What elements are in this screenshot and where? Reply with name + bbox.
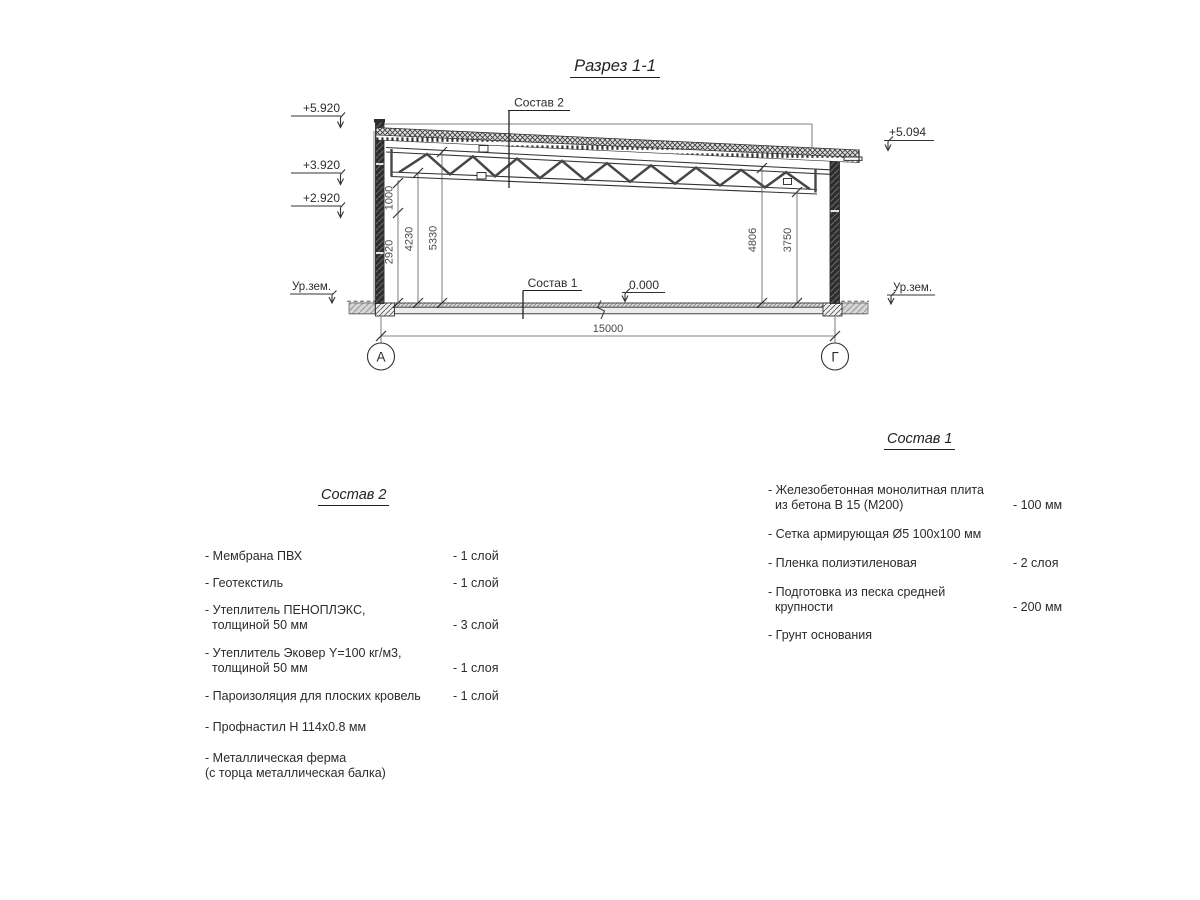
dim-5330: 5330	[427, 225, 440, 251]
elevation-mark-3920	[291, 158, 345, 185]
item-name: - Железобетонная монолитная плита	[768, 483, 984, 497]
axis-a-label: А	[376, 349, 386, 365]
axis-marker-a	[368, 343, 395, 370]
list-item	[768, 483, 1098, 513]
ground-level-mark-left	[290, 281, 337, 303]
dim-15000: 15000	[592, 323, 624, 335]
dim-3750: 3750	[782, 227, 794, 253]
wall-left	[374, 119, 385, 304]
list-item	[768, 556, 1098, 571]
truss-clip-2	[477, 173, 486, 180]
item-name: - Утеплитель Эковер Y=100 кг/м3,	[205, 646, 402, 660]
ground-right-label: Ур.зем.	[893, 282, 933, 294]
dim-4806: 4806	[747, 227, 759, 253]
ground-level-mark-right	[887, 282, 935, 304]
foundation-right	[823, 303, 842, 316]
sostav1-list	[768, 483, 1098, 643]
zero-level-mark	[622, 278, 665, 302]
list-item	[205, 689, 535, 704]
elevation-mark-5920	[291, 101, 345, 128]
item-value: - 1 слоя	[453, 661, 499, 675]
dim-2920: 2920	[383, 239, 396, 265]
item-value: - 1 слой	[453, 689, 499, 703]
elevation-5920-label: +5.920	[302, 101, 340, 115]
item-value: - 3 слой	[453, 618, 499, 632]
ground-left	[347, 301, 376, 313]
wall-right	[830, 160, 840, 304]
dim-1000: 1000	[383, 185, 396, 211]
sostav2-header	[318, 487, 389, 503]
item-name: - Подготовка из песка средней	[768, 585, 946, 599]
item-name-line2: толщиной 50 мм	[212, 661, 308, 675]
zero-arrow-icon	[622, 289, 630, 302]
item-value: - 100 мм	[1013, 498, 1063, 512]
item-name: - Утеплитель ПЕНОПЛЭКС,	[205, 603, 366, 617]
sostav2-header-text: Состав 2	[318, 487, 389, 506]
item-name: - Геотекстиль	[205, 576, 284, 590]
elevation-3920-label: +3.920	[302, 158, 340, 172]
item-name-line2: крупности	[775, 600, 834, 614]
axis-g-label: Г	[831, 349, 839, 365]
elevation-mark-5094	[884, 125, 934, 151]
truss-clip-1	[479, 146, 488, 153]
item-name: - Мембрана ПВХ	[205, 549, 303, 563]
elevation-5094-label: +5.094	[889, 125, 927, 139]
item-name: - Грунт основания	[768, 628, 873, 642]
truss-clip-3	[784, 179, 792, 185]
elevation-2920-label: +2.920	[302, 191, 340, 205]
item-name: - Металлическая ферма	[205, 751, 347, 765]
list-item	[768, 585, 1098, 615]
zero-level-label: 0.000	[629, 278, 660, 292]
item-value: - 1 слой	[453, 576, 499, 590]
item-name: - Профнастил Н 114х0.8 мм	[205, 720, 367, 734]
roof	[376, 128, 862, 164]
drawing-title-text: Разрез 1-1	[570, 57, 660, 78]
sostav2-list	[205, 549, 535, 781]
item-value: - 200 мм	[1013, 600, 1063, 614]
sostav1-header-text: Состав 1	[884, 431, 955, 450]
elevation-mark-2920	[291, 191, 345, 218]
list-item	[205, 751, 535, 781]
item-name: - Пленка полиэтиленовая	[768, 556, 917, 570]
ground-right	[841, 301, 869, 313]
list-item	[205, 603, 535, 633]
item-name: - Сетка армирующая Ø5 100х100 мм	[768, 527, 982, 541]
slab-body	[349, 307, 867, 314]
axis-marker-g	[822, 343, 849, 370]
item-value: - 2 слоя	[1013, 556, 1059, 570]
list-item	[205, 720, 535, 735]
item-name-line2: (с торца металлическая балка)	[205, 766, 386, 780]
list-item	[205, 646, 535, 676]
list-item	[768, 527, 1098, 542]
dim-4230: 4230	[403, 226, 416, 252]
slab-topping-hatch	[349, 303, 867, 307]
item-name: - Пароизоляция для плоских кровель	[205, 689, 421, 703]
list-item	[205, 549, 535, 564]
drawing-title	[540, 57, 690, 76]
sostav1-header	[884, 431, 955, 447]
truss-web	[399, 154, 810, 189]
ground-arrow-icon	[888, 292, 896, 305]
leader-sostav1-label: Состав 1	[527, 276, 578, 290]
foundation-left	[376, 303, 395, 316]
span-dimension	[376, 317, 840, 343]
floor-slab	[349, 301, 867, 320]
truss-bottom-chord	[391, 172, 817, 194]
ground-left-label: Ур.зем.	[292, 281, 332, 293]
list-item	[768, 628, 1098, 643]
leader-sostav2-label: Состав 2	[514, 95, 564, 110]
list-item	[205, 576, 535, 591]
item-value: - 1 слой	[453, 549, 499, 563]
item-name-line2: толщиной 50 мм	[212, 618, 308, 632]
item-name-line2: из бетона В 15 (М200)	[775, 498, 904, 512]
